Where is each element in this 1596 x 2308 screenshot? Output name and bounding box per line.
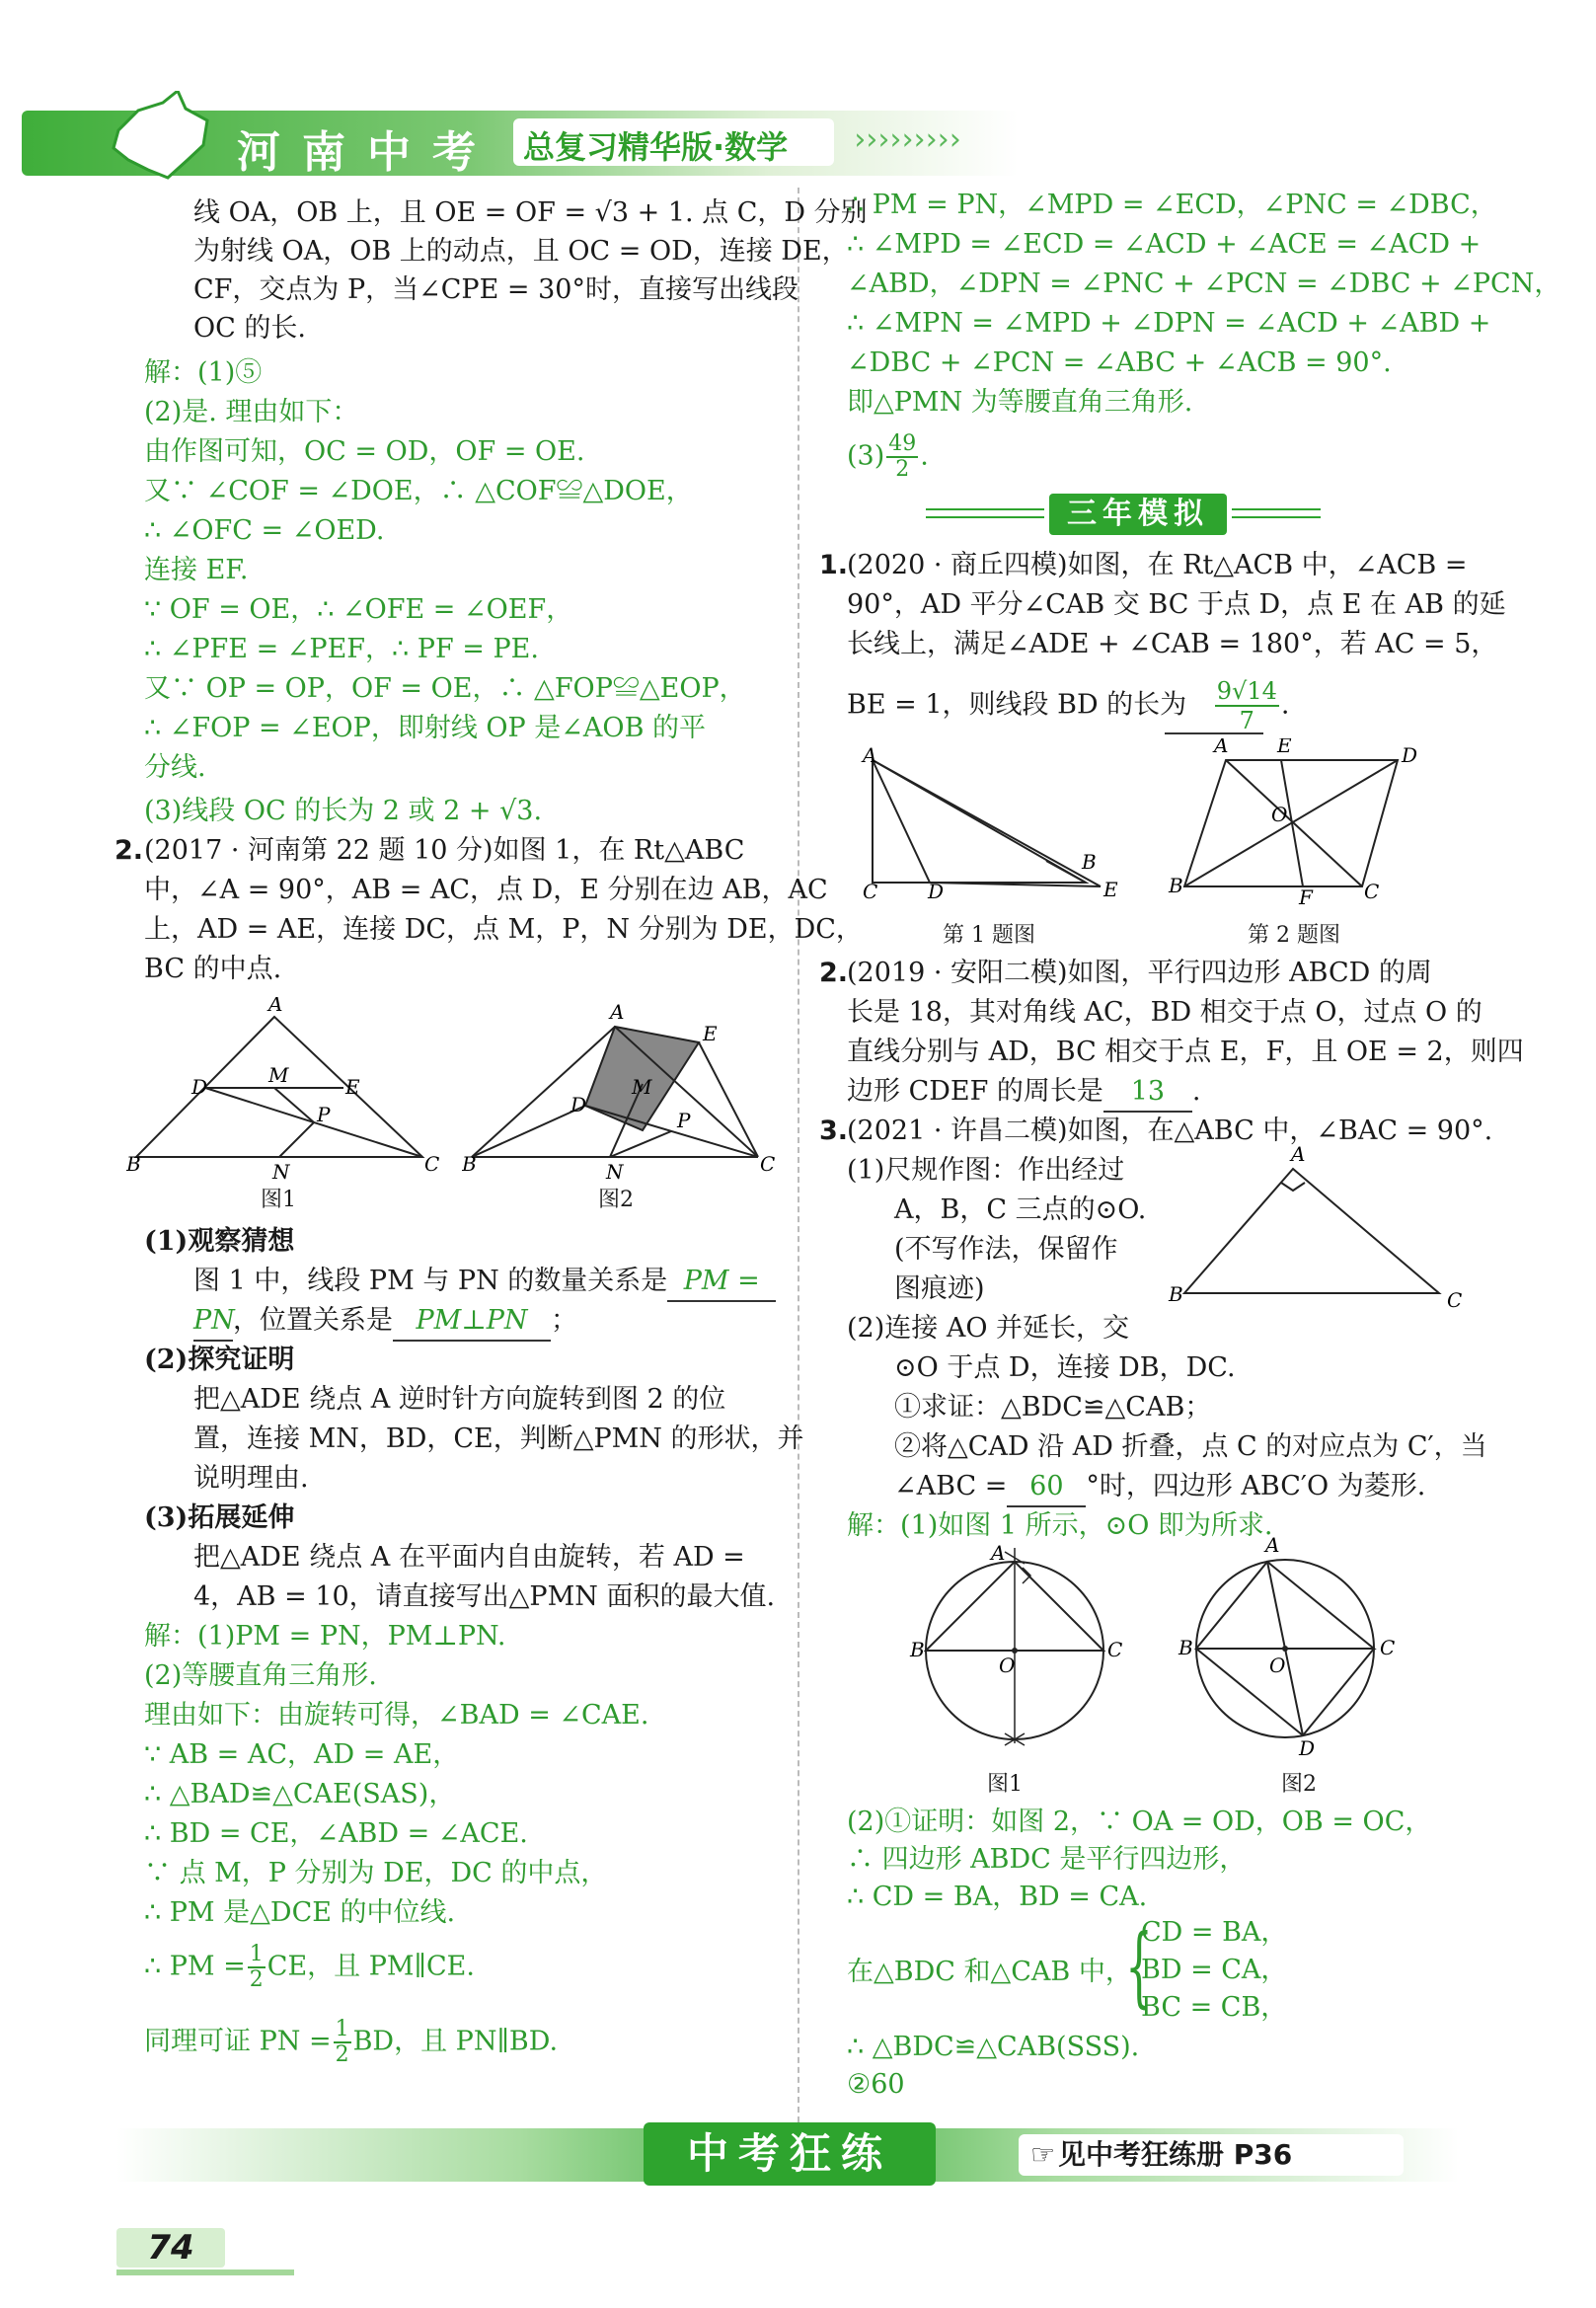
svg-text:O: O <box>999 1654 1016 1677</box>
svg-text:B: B <box>126 1152 141 1176</box>
solution-line: ∴ PM 是△DCE 的中位线. <box>144 1897 456 1928</box>
solution-line: ∴ ∠MPN = ∠MPD + ∠DPN = ∠ACD + ∠ABD + <box>847 308 1491 339</box>
header-title: 河南中考 <box>237 127 497 178</box>
text-line: 把△ADE 绕点 A 在平面内自由旋转，若 AD = <box>193 1542 745 1573</box>
brace: { <box>1125 1915 1153 2017</box>
figure-caption: 第 2 题图 <box>1248 923 1340 948</box>
solution-line: 连接 EF. <box>144 555 249 585</box>
denominator: 2 <box>249 1967 264 1992</box>
header-subtitle: 总复习精华版·数学 <box>523 128 789 166</box>
svg-text:O: O <box>1269 1654 1286 1677</box>
question-2-figure <box>1165 738 1431 906</box>
svg-text:D: D <box>928 880 945 900</box>
footer-reference: 见中考狂练册 P36 <box>1019 2134 1404 2176</box>
subquestion-heading: (2)探究证明 <box>144 1345 295 1375</box>
svg-text:E: E <box>1277 738 1292 757</box>
svg-text:D: D <box>1299 1736 1316 1759</box>
svg-text:A: A <box>268 997 283 1016</box>
text-span: 同理可证 PN = <box>144 2026 332 2057</box>
svg-text:E: E <box>345 1075 360 1099</box>
text-line: 90°，AD 平分∠CAB 交 BC 于点 D，点 E 在 AB 的延 <box>847 589 1506 620</box>
text-span: 图 1 中，线段 PM 与 PN 的数量关系是 <box>193 1266 668 1296</box>
text-line: 中，∠A = 90°，AB = AC，点 D，E 分别在边 AB，AC <box>144 875 828 905</box>
svg-text:O: O <box>1271 803 1288 826</box>
solution-line: ∴ ∠MPD = ∠ECD = ∠ACD + ∠ACE = ∠ACD + <box>847 229 1482 260</box>
solution-line: ∴ 四边形 ABDC 是平行四边形， <box>847 1844 1247 1875</box>
text-line <box>193 1262 776 1302</box>
question-number: 3. <box>819 1116 849 1146</box>
answer-blank: PM⊥PN <box>393 1301 551 1342</box>
svg-text:C: C <box>1380 1636 1396 1659</box>
text-line <box>894 1467 1425 1507</box>
text-line: 为射线 OA，OB 上的动点，且 OC = OD，连接 DE， <box>193 236 849 267</box>
text-line: BC 的中点. <box>144 954 282 984</box>
solution-line: ∵ OF = OE，∴ ∠OFE = ∠OEF， <box>144 594 573 625</box>
text-line: ⊙O 于点 D，连接 DB，DC. <box>894 1352 1236 1383</box>
svg-text:D: D <box>191 1075 208 1099</box>
solution-line: 分线. <box>144 752 206 783</box>
solution-line: 在△BDC 和△CAB 中， <box>847 1957 1132 1987</box>
text-line <box>847 1072 1201 1113</box>
question-number: 2. <box>114 835 144 866</box>
text-line <box>847 677 1289 734</box>
answer-blank: 60 <box>1007 1467 1086 1507</box>
text-span: ； <box>551 1305 577 1336</box>
brace-line: CD = BA， <box>1141 1917 1288 1948</box>
text-span: °时，四边形 ABC′O 为菱形. <box>1086 1471 1426 1501</box>
solution-line <box>847 432 929 482</box>
text-line: 把△ADE 绕点 A 逆时针方向旋转到图 2 的位 <box>193 1384 726 1415</box>
svg-text:C: C <box>760 1152 776 1176</box>
section-banner: 三年模拟 <box>1049 494 1227 535</box>
text-line: CF，交点为 P，当∠CPE = 30°时，直接写出线段 <box>193 274 798 305</box>
figure-caption: 图1 <box>987 1772 1023 1797</box>
svg-text:B: B <box>1082 850 1097 874</box>
solution-figure-1 <box>906 1540 1123 1757</box>
text-span: ∴ PM = <box>144 1951 246 1982</box>
svg-text:B: B <box>462 1152 477 1176</box>
fraction <box>248 1943 266 1992</box>
svg-text:B: B <box>1169 1282 1183 1306</box>
svg-text:A: A <box>610 1000 625 1024</box>
svg-text:F: F <box>1299 885 1313 906</box>
svg-text:M: M <box>268 1063 289 1087</box>
figure-2-rotated <box>462 997 778 1194</box>
solution-line: ∵ 点 M，P 分别为 DE，DC 的中点， <box>144 1858 608 1888</box>
svg-text:N: N <box>272 1160 290 1184</box>
denominator: 7 <box>1239 707 1254 734</box>
answer-fraction <box>1215 677 1279 734</box>
text-line: (1)尺规作图：作出经过 <box>847 1155 1125 1186</box>
figure-caption: 第 1 题图 <box>943 923 1035 948</box>
text-line: 图痕迹) <box>894 1273 985 1304</box>
svg-text:P: P <box>317 1103 331 1126</box>
pointing-hand-icon: ☞ <box>1030 2138 1056 2171</box>
solution-line <box>144 2018 558 2067</box>
text-line: OC 的长. <box>193 313 306 344</box>
solution-line: 理由如下：由旋转可得，∠BAD = ∠CAE. <box>144 1700 649 1731</box>
svg-text:B: B <box>910 1638 925 1661</box>
text-line: (2)连接 AO 并延长，交 <box>847 1313 1130 1344</box>
svg-text:B: B <box>1169 874 1183 897</box>
solution-line: ∴ CD = BA，BD = CA. <box>847 1882 1148 1912</box>
answer-underline <box>1165 732 1263 734</box>
text-line: (2020 · 商丘四模)如图，在 Rt△ACB 中，∠ACB = <box>847 550 1468 580</box>
text-line: 说明理由. <box>193 1463 309 1494</box>
solution-figure-2 <box>1175 1532 1402 1759</box>
answer-blank: PM = <box>667 1262 776 1302</box>
brace-line: BD = CA， <box>1141 1955 1288 1985</box>
text-line: (2019 · 安阳二模)如图，平行四边形 ABCD 的周 <box>847 958 1432 988</box>
svg-text:D: D <box>570 1093 587 1116</box>
denominator: 2 <box>335 2042 349 2067</box>
figure-caption: 图1 <box>261 1188 296 1212</box>
solution-line: (2)等腰直角三角形. <box>144 1660 377 1691</box>
numerator: 1 <box>249 1942 264 1966</box>
solution-line: ∠ABD，∠DPN = ∠PNC + ∠PCN = ∠DBC + ∠PCN， <box>847 269 1561 299</box>
text-line: 上，AD = AE，连接 DC，点 M，P，N 分别为 DE，DC， <box>144 914 863 945</box>
solution-line: 即△PMN 为等腰直角三角形. <box>847 387 1193 418</box>
svg-text:C: C <box>863 880 878 900</box>
solution-line: ∴ ∠PFE = ∠PEF，∴ PF = PE. <box>144 634 539 664</box>
text-span: . <box>1191 1076 1201 1107</box>
text-line <box>193 1301 577 1342</box>
text-line: 直线分别与 AD，BC 相交于点 E，F，且 OE = 2，则四 <box>847 1037 1524 1067</box>
svg-text:M: M <box>632 1075 652 1099</box>
text-line: 线 OA，OB 上，且 OE = OF = √3 + 1. 点 C，D 分别 <box>193 197 868 228</box>
svg-text:A: A <box>1291 1145 1306 1166</box>
solution-line: 解：(1)如图 1 所示，⊙O 即为所求. <box>847 1510 1273 1541</box>
text-line: (不写作法，保留作 <box>894 1234 1118 1265</box>
question-number: 2. <box>819 958 849 988</box>
text-span: . <box>920 440 929 472</box>
solution-line: 解：(1)⑤ <box>144 357 263 388</box>
svg-text:N: N <box>606 1160 624 1184</box>
solution-line: (2)①证明：如图 2，∵ OA = OD，OB = OC， <box>847 1807 1432 1837</box>
answer-blank: 13 <box>1103 1072 1192 1113</box>
svg-text:C: C <box>1364 880 1380 903</box>
text-line: 4，AB = 10，请直接写出△PMN 面积的最大值. <box>193 1581 776 1612</box>
solution-line: ∠DBC + ∠PCN = ∠ABC + ∠ACB = 90°. <box>847 347 1392 378</box>
text-line: 长是 18，其对角线 AC，BD 相交于点 O，过点 O 的 <box>847 997 1482 1028</box>
solution-line: ∵ AB = AC，AD = AE， <box>144 1739 460 1770</box>
header-arrows: ››››››››› <box>851 122 958 157</box>
brace-line: BC = CB， <box>1141 1992 1288 2023</box>
svg-text:A: A <box>1265 1533 1280 1557</box>
numerator: 1 <box>335 2017 349 2041</box>
text-span: BE = 1，则线段 BD 的长为 <box>847 689 1187 721</box>
text-span: ，位置关系是 <box>233 1305 393 1336</box>
solution-line: 解：(1)PM = PN，PM⊥PN. <box>144 1621 506 1652</box>
svg-text:E: E <box>1103 878 1118 900</box>
solution-line: (2)是. 理由如下： <box>144 397 359 427</box>
svg-text:E: E <box>703 1022 718 1045</box>
solution-line: 由作图可知，OC = OD，OF = OE. <box>144 436 585 467</box>
text-span: CE，且 PM∥CE. <box>266 1951 475 1982</box>
solution-line: ∴ BD = CE，∠ABD = ∠ACE. <box>144 1818 528 1849</box>
svg-text:A: A <box>863 743 877 767</box>
svg-text:B: B <box>1178 1636 1193 1659</box>
question-1-figure <box>849 742 1135 900</box>
svg-text:C: C <box>1447 1288 1463 1312</box>
svg-text:D: D <box>1402 743 1418 767</box>
denominator: 2 <box>895 457 910 482</box>
figure-caption: 图2 <box>598 1188 634 1212</box>
svg-text:C: C <box>424 1152 440 1176</box>
answer-blank: PN <box>193 1301 233 1342</box>
text-span: (3) <box>847 440 885 472</box>
text-line: A，B，C 三点的⊙O. <box>894 1194 1147 1225</box>
text-line: ①求证：△BDC≌△CAB； <box>894 1392 1212 1423</box>
svg-text:C: C <box>1107 1638 1123 1661</box>
question-3-figure <box>1163 1145 1479 1313</box>
solution-line: 又∵ OP = OP，OF = OE，∴ △FOP≌△EOP， <box>144 673 746 704</box>
text-span: . <box>1280 689 1290 721</box>
text-line: (2017 · 河南第 22 题 10 分)如图 1，在 Rt△ABC <box>144 835 745 866</box>
column-divider <box>798 188 799 2122</box>
text-line: 置，连接 MN，BD，CE，判断△PMN 的形状，并 <box>193 1423 804 1454</box>
subquestion-heading: (3)拓展延伸 <box>144 1502 295 1533</box>
page-number: 74 <box>116 2228 225 2268</box>
subquestion-heading: (1)观察猜想 <box>144 1226 295 1257</box>
fraction <box>334 2018 351 2067</box>
solution-line <box>144 1943 475 1992</box>
solution-line: ∴ △BDC≌△CAB(SSS). <box>847 2032 1140 2062</box>
numerator: 49 <box>888 431 917 456</box>
svg-text:A: A <box>1214 738 1229 757</box>
text-span: ∠ABC = <box>894 1471 1008 1501</box>
solution-line: ∴ ∠OFC = ∠OED. <box>144 515 385 546</box>
numerator: 9√14 <box>1216 677 1277 705</box>
figure-caption: 图2 <box>1281 1772 1317 1797</box>
svg-text:A: A <box>991 1541 1006 1565</box>
solution-line: (3)线段 OC 的长为 2 或 2 + √3. <box>144 796 543 826</box>
text-line: (2021 · 许昌二模)如图，在△ABC 中，∠BAC = 90°. <box>847 1116 1493 1146</box>
solution-line: 又∵ ∠COF = ∠DOE，∴ △COF≌△DOE， <box>144 476 693 506</box>
text-span: 边形 CDEF 的周长是 <box>847 1076 1103 1107</box>
figure-1-triangle <box>126 997 442 1194</box>
fraction <box>886 432 918 482</box>
svg-text:P: P <box>677 1109 691 1132</box>
henan-map-icon <box>109 91 217 182</box>
solution-line: ②60 <box>847 2069 905 2100</box>
text-span: BD，且 PN∥BD. <box>352 2026 559 2057</box>
footer-center-label: 中考狂练 <box>644 2122 936 2186</box>
text-line: ②将△CAD 沿 AD 折叠，点 C 的对应点为 C′，当 <box>894 1431 1487 1462</box>
solution-line: ∴ △BAD≌△CAE(SAS)， <box>144 1779 456 1809</box>
question-number: 1. <box>819 550 849 580</box>
solution-line: ∴ PM = PN，∠MPD = ∠ECD，∠PNC = ∠DBC， <box>847 190 1497 220</box>
text-line: 长线上，满足∠ADE + ∠CAB = 180°，若 AC = 5， <box>847 629 1498 659</box>
solution-line: ∴ ∠FOP = ∠EOP，即射线 OP 是∠AOB 的平 <box>144 713 706 743</box>
